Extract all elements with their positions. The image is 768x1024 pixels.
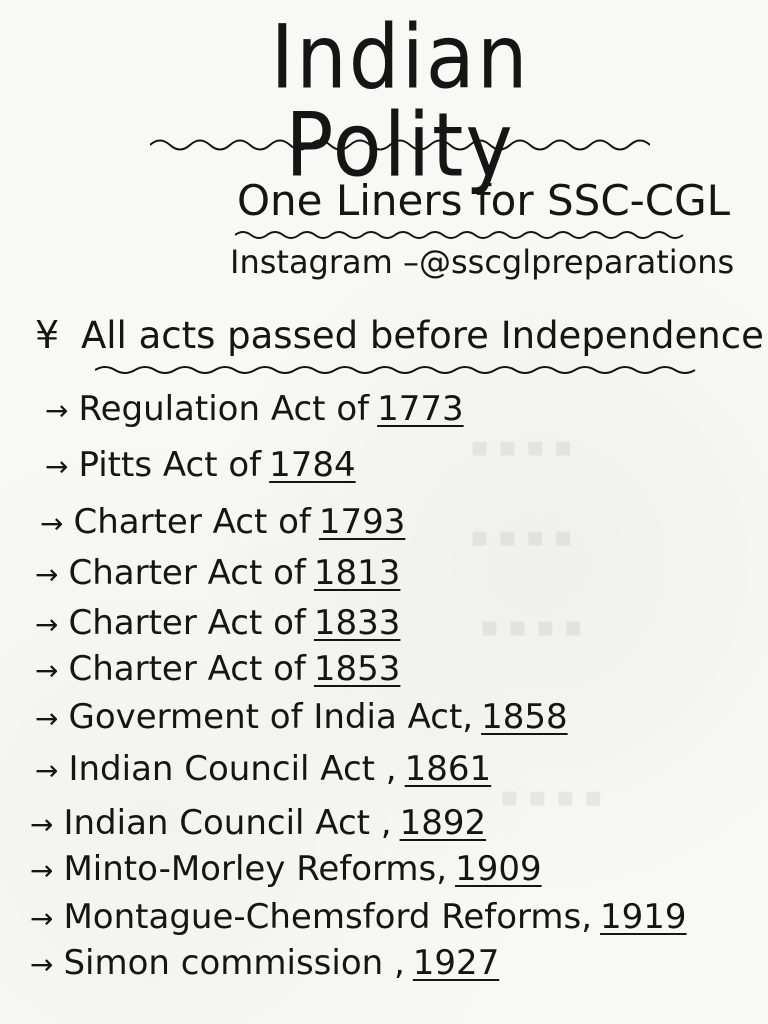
act-year: 1784 xyxy=(269,445,356,485)
act-year: 1793 xyxy=(318,502,406,542)
act-year: 1919 xyxy=(600,897,687,937)
act-year: 1909 xyxy=(455,849,542,889)
list-item xyxy=(35,749,492,789)
act-name: Montague-Chemsford Reforms, xyxy=(63,897,593,937)
act-year: 1853 xyxy=(313,649,401,689)
list-item xyxy=(35,553,401,593)
arrow-icon: → xyxy=(30,808,54,841)
list-item xyxy=(45,445,356,485)
heading-underline-wave xyxy=(95,364,705,376)
act-name: Charter Act of xyxy=(68,603,306,643)
arrow-icon: → xyxy=(30,902,54,935)
list-item xyxy=(35,697,568,737)
act-year: 1773 xyxy=(377,389,464,429)
arrow-icon: → xyxy=(40,507,64,540)
act-year: 1927 xyxy=(412,943,500,983)
arrow-icon: → xyxy=(45,450,69,483)
arrow-icon: → xyxy=(30,854,54,887)
act-year: 1833 xyxy=(313,603,401,643)
arrow-icon: → xyxy=(35,754,59,787)
act-name: Minto-Morley Reforms, xyxy=(63,849,448,889)
arrow-icon: → xyxy=(35,608,59,641)
act-name: Charter Act of xyxy=(68,649,306,689)
act-name: Goverment of India Act, xyxy=(68,697,474,737)
act-name: Indian Council Act , xyxy=(63,803,392,843)
list-item xyxy=(35,603,401,643)
act-name: Charter Act of xyxy=(68,553,306,593)
list-item xyxy=(30,849,542,889)
bleed-through-text: ▪ ▪ ▪ ▪ xyxy=(470,520,573,553)
instagram-handle: Instagram –@sscglpreparations xyxy=(230,243,735,281)
arrow-icon: → xyxy=(35,558,59,591)
page-subtitle: One Liners for SSC-CGL xyxy=(237,176,731,225)
list-item xyxy=(30,803,487,843)
list-item xyxy=(45,389,464,429)
page-title: Indian Polity xyxy=(270,6,530,197)
arrow-icon: → xyxy=(35,654,59,687)
act-year: 1892 xyxy=(399,803,487,843)
list-item xyxy=(40,502,406,542)
act-name: Simon commission , xyxy=(63,943,405,983)
section-heading-text: All acts passed before Independence xyxy=(80,314,764,357)
arrow-icon: → xyxy=(30,948,54,981)
list-item xyxy=(30,943,500,983)
act-year: 1813 xyxy=(313,553,401,593)
star-icon: ¥ xyxy=(35,313,60,357)
bleed-through-text: ▪ ▪ ▪ ▪ xyxy=(500,780,603,813)
bleed-through-text: ▪ ▪ ▪ ▪ xyxy=(480,610,583,643)
act-year: 1858 xyxy=(481,697,568,737)
subtitle-underline-wave xyxy=(235,229,685,241)
list-item xyxy=(35,649,401,689)
section-heading xyxy=(35,313,764,357)
act-name: Indian Council Act , xyxy=(68,749,397,789)
act-name: Regulation Act of xyxy=(78,389,370,429)
list-item xyxy=(30,897,687,937)
arrow-icon: → xyxy=(45,394,69,427)
act-name: Charter Act of xyxy=(73,502,311,542)
title-underline-wave xyxy=(150,136,650,154)
act-name: Pitts Act of xyxy=(78,445,262,485)
bleed-through-text: ▪ ▪ ▪ ▪ xyxy=(470,430,573,463)
act-year: 1861 xyxy=(404,749,492,789)
arrow-icon: → xyxy=(35,702,59,735)
